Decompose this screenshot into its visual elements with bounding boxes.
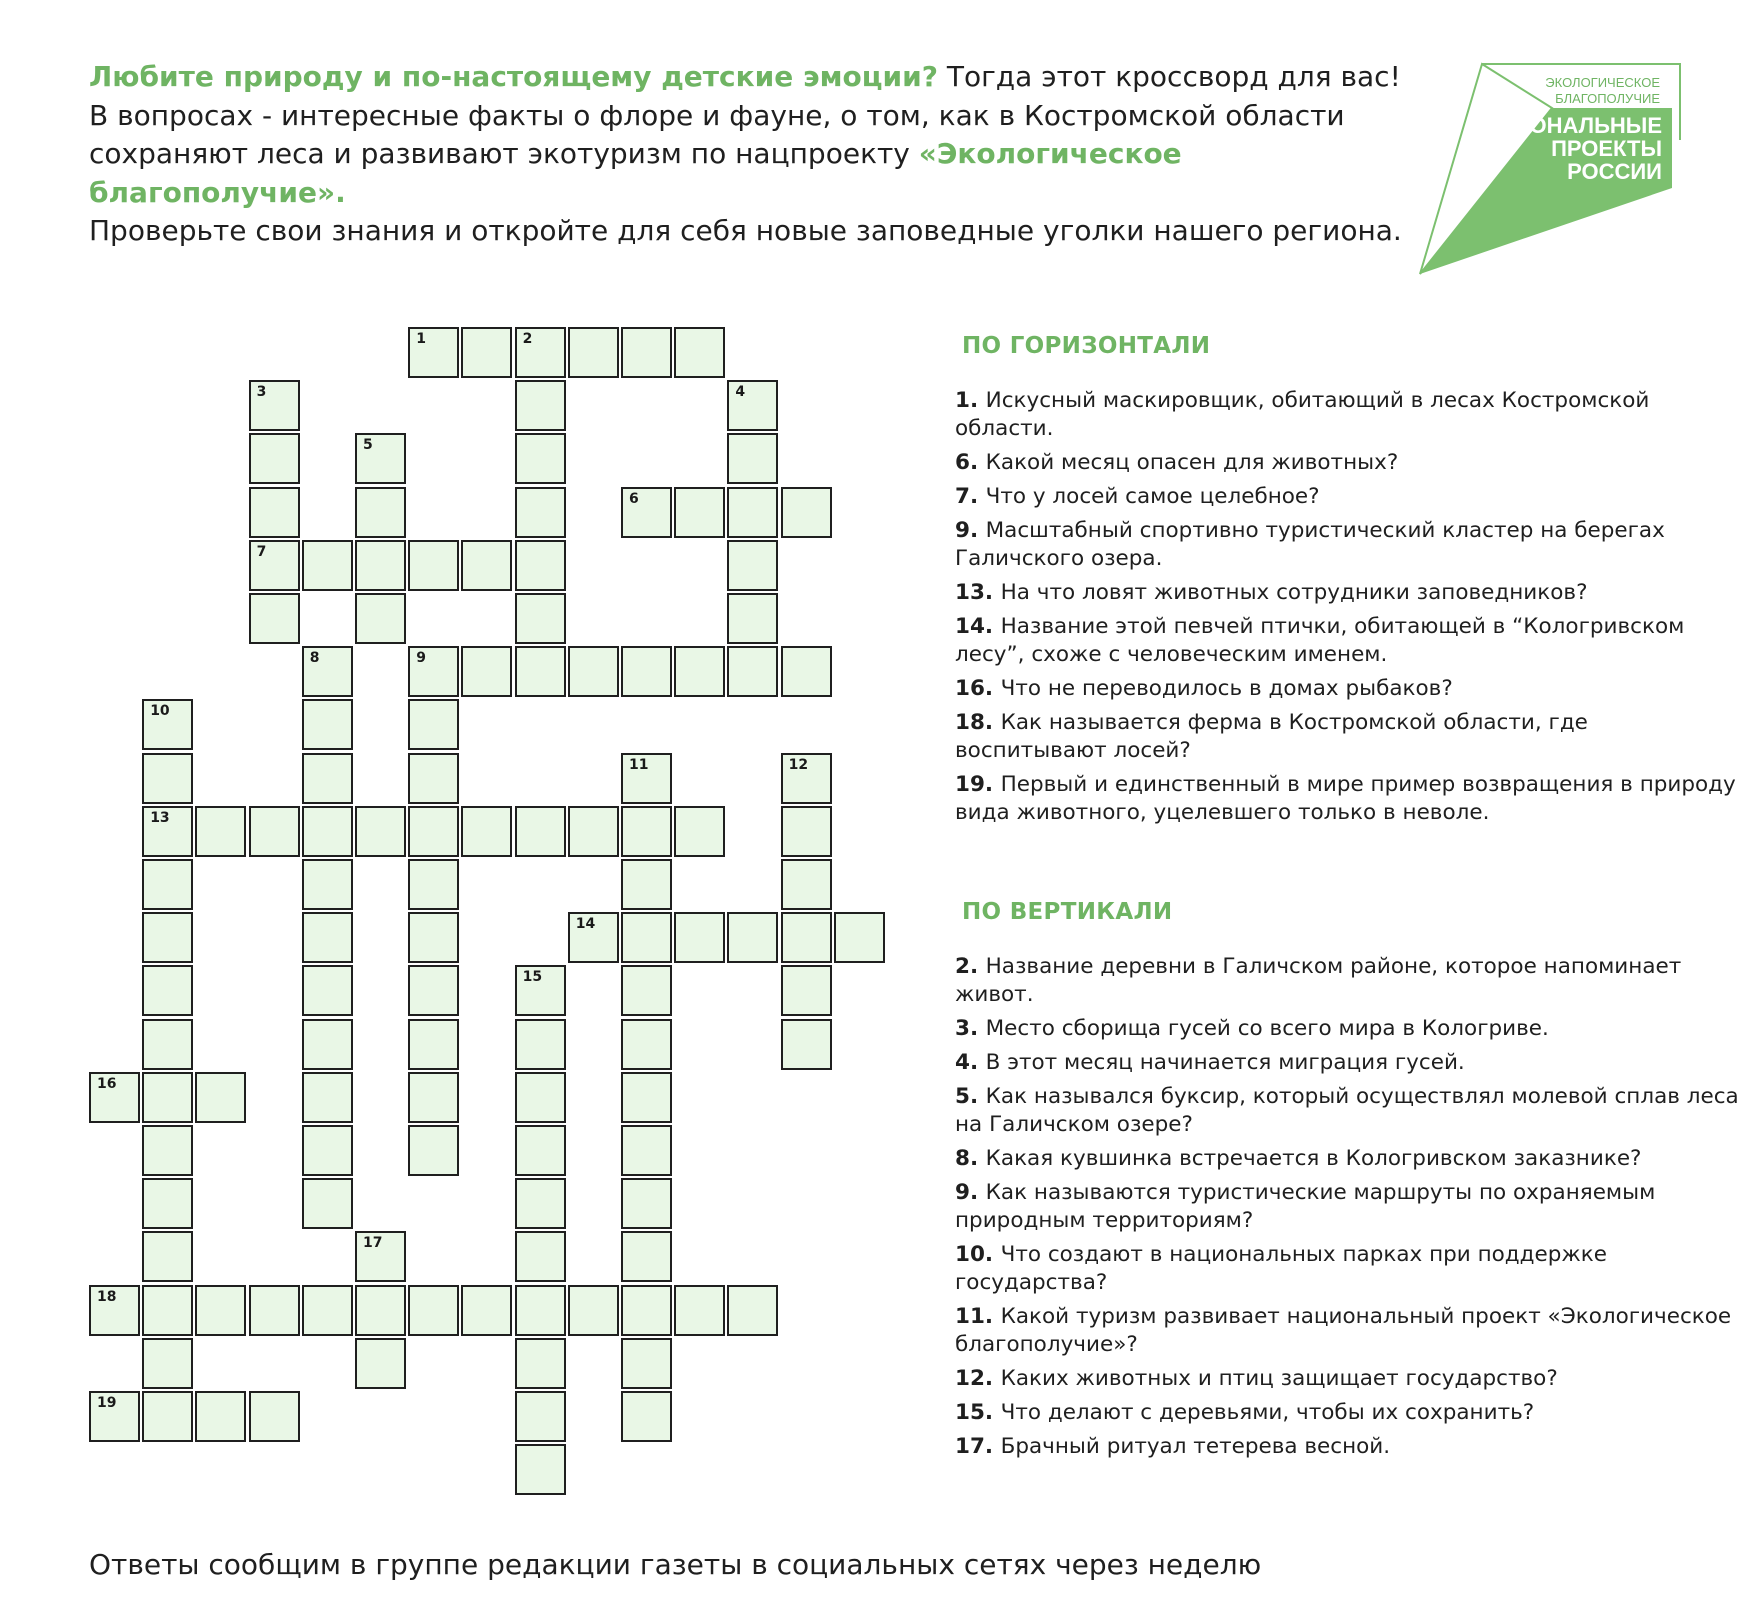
across-clues (955, 387, 1745, 833)
clue-item-text: Что создают в национальных парках при поддержке государства? (955, 1242, 1607, 1295)
clue-number: 4 (735, 384, 746, 401)
crossword-cell[interactable] (302, 1178, 353, 1229)
crossword-cell[interactable] (781, 753, 832, 804)
clue-number: 17 (363, 1235, 383, 1252)
clue-item-text: Как называется ферма в Костромской области, где воспитывают лосей? (955, 710, 1588, 763)
crossword-cell[interactable] (408, 806, 459, 857)
crossword-cell[interactable] (515, 540, 566, 591)
crossword-cell[interactable] (515, 1391, 566, 1442)
clue-item (955, 1303, 1745, 1359)
clue-item-text: Как назывался буксир, который осуществлял молевой сплав леса на Галичском озере? (955, 1084, 1739, 1137)
clue-item (955, 1433, 1745, 1461)
clue-item (955, 387, 1745, 443)
crossword-cell[interactable] (302, 540, 353, 591)
crossword-cell[interactable] (727, 1285, 778, 1336)
crossword-cell[interactable] (142, 1391, 193, 1442)
clue-item-number: 11. (955, 1304, 1001, 1329)
clue-number: 18 (97, 1288, 117, 1305)
clue-item (955, 483, 1745, 511)
clue-number: 19 (97, 1395, 117, 1411)
crossword-cell[interactable] (568, 646, 619, 697)
crossword-cell[interactable] (302, 912, 353, 963)
logo-main-line2: ПРОЕКТЫ (1551, 136, 1662, 161)
crossword-cell[interactable] (142, 1285, 193, 1336)
crossword-cell[interactable] (781, 965, 832, 1016)
clue-item-number: 2. (955, 954, 986, 979)
crossword-cell[interactable] (355, 1231, 406, 1282)
crossword-cell[interactable] (302, 1285, 353, 1336)
crossword-cell[interactable] (355, 1285, 406, 1336)
crossword-cell[interactable] (408, 327, 459, 378)
clue-item (955, 1399, 1745, 1427)
clue-item (955, 1241, 1745, 1297)
crossword-cell[interactable] (142, 1231, 193, 1282)
clue-number: 12 (788, 756, 809, 773)
crossword-cell[interactable] (89, 1391, 140, 1442)
clue-item-text: На что ловят животных сотрудники заповедников? (1000, 580, 1588, 605)
clue-number: 11 (629, 756, 649, 773)
crossword-cell[interactable] (781, 806, 832, 857)
clue-item-text: Брачный ритуал тетерева весной. (1000, 1434, 1391, 1459)
crossword-cell[interactable] (302, 965, 353, 1016)
clue-item (955, 1145, 1745, 1173)
clue-item (955, 579, 1745, 607)
crossword-cell[interactable] (781, 487, 832, 538)
intro-text (89, 58, 1429, 251)
clue-item-text: Как называются туристические маршруты по охраняемым природным территориям? (955, 1180, 1656, 1233)
crossword-cell[interactable] (195, 1391, 246, 1442)
crossword-cell[interactable] (515, 1019, 566, 1070)
crossword-cell[interactable] (142, 806, 193, 857)
clue-item (955, 1015, 1745, 1043)
clue-item (955, 1365, 1745, 1393)
crossword-cell[interactable] (302, 1125, 353, 1176)
crossword-cell[interactable] (461, 806, 512, 857)
intro-line3: Проверьте свои знания и откройте для себя новые заповедные уголки нашего региона. (89, 214, 1402, 247)
clue-item-number: 18. (955, 710, 1001, 735)
national-projects-logo (1410, 58, 1690, 278)
crossword-cell[interactable] (408, 1285, 459, 1336)
clue-number: 7 (256, 543, 267, 560)
clue-item (955, 1083, 1745, 1139)
crossword-cell[interactable] (727, 380, 778, 431)
crossword-cell[interactable] (727, 912, 778, 963)
crossword-cell[interactable] (781, 912, 832, 963)
crossword-cell[interactable] (142, 1072, 193, 1123)
logo-main-line3: РОССИИ (1567, 159, 1662, 184)
clue-item-text: Какая кувшинка встречается в Кологривском заказнике? (985, 1146, 1642, 1171)
clue-number: 1 (416, 331, 426, 347)
crossword-cell[interactable] (142, 1178, 193, 1229)
crossword-cell[interactable] (355, 806, 406, 857)
crossword-cell[interactable] (195, 806, 246, 857)
crossword-cell[interactable] (674, 487, 725, 538)
crossword-cell[interactable] (408, 1125, 459, 1176)
crossword-cell[interactable] (674, 806, 725, 857)
crossword-cell[interactable] (142, 753, 193, 804)
clue-number: 5 (363, 437, 373, 454)
crossword-cell[interactable] (781, 646, 832, 697)
crossword-cell[interactable] (302, 806, 353, 857)
crossword-cell[interactable] (621, 965, 672, 1016)
clue-item-number: 13. (955, 580, 1001, 605)
crossword-cell[interactable] (408, 753, 459, 804)
clue-item-number: 8. (955, 1146, 986, 1171)
clue-item-text: Какой туризм развивает национальный проект «Экологическое благополучие»? (955, 1304, 1732, 1357)
crossword-cell[interactable] (727, 593, 778, 644)
crossword-cell[interactable] (621, 1231, 672, 1282)
crossword-cell[interactable] (302, 753, 353, 804)
crossword-cell[interactable] (302, 699, 353, 750)
crossword-cell[interactable] (515, 646, 566, 697)
clue-item-text: Искусный маскировщик, обитающий в лесах Костромской области. (955, 388, 1650, 441)
crossword-cell[interactable] (674, 646, 725, 697)
crossword-cell[interactable] (568, 1285, 619, 1336)
crossword-cell[interactable] (142, 1338, 193, 1389)
clue-item-number: 3. (955, 1016, 986, 1041)
crossword-cell[interactable] (195, 1072, 246, 1123)
crossword-cell[interactable] (249, 540, 300, 591)
crossword-cell[interactable] (621, 806, 672, 857)
logo-main-line1: НАЦИОНАЛЬНЫЕ (1465, 113, 1662, 138)
clue-number: 3 (256, 384, 267, 401)
intro-project: «Экологическое благополучие». (89, 137, 1182, 209)
crossword-cell[interactable] (249, 1285, 300, 1336)
intro-lead-rest: Тогда этот кроссворд для вас! (937, 60, 1401, 93)
crossword-cell[interactable] (515, 380, 566, 431)
crossword-cell[interactable] (515, 487, 566, 538)
clue-item-number: 16. (955, 676, 1001, 701)
crossword-cell[interactable] (408, 699, 459, 750)
crossword-cell[interactable] (621, 1178, 672, 1229)
clue-item (955, 709, 1745, 765)
crossword-cell[interactable] (727, 646, 778, 697)
crossword-cell[interactable] (568, 806, 619, 857)
clue-number: 6 (629, 490, 639, 507)
crossword-cell[interactable] (355, 593, 406, 644)
clue-item-number: 6. (955, 450, 986, 475)
crossword-cell[interactable] (568, 327, 619, 378)
crossword-cell[interactable] (142, 912, 193, 963)
clue-number: 14 (575, 916, 596, 933)
crossword-cell[interactable] (408, 912, 459, 963)
crossword-cell[interactable] (355, 433, 406, 484)
clue-item-number: 12. (955, 1366, 1001, 1391)
crossword-cell[interactable] (621, 1338, 672, 1389)
crossword-cell[interactable] (142, 1125, 193, 1176)
intro-lead: Любите природу и по-настоящему детские эмоции? (89, 60, 938, 93)
crossword-cell[interactable] (461, 327, 512, 378)
crossword-cell[interactable] (408, 540, 459, 591)
crossword-cell[interactable] (781, 859, 832, 910)
crossword-cell[interactable] (461, 540, 512, 591)
clue-item-text: Первый и единственный в мире пример возвращения в природу вида животного, уцелевшего только в неволе. (955, 772, 1736, 825)
footer-note: Ответы сообщим в группе редакции газеты в социальных сетях через неделю (89, 1548, 1262, 1581)
crossword-cell[interactable] (195, 1285, 246, 1336)
crossword-cell[interactable] (727, 540, 778, 591)
crossword-cell[interactable] (515, 1125, 566, 1176)
down-title: ПО ВЕРТИКАЛИ (962, 899, 1173, 925)
crossword-cell[interactable] (515, 1285, 566, 1336)
clue-item-text: Что делают с деревьями, чтобы их сохранить? (1000, 1400, 1535, 1425)
clue-item-number: 9. (955, 518, 986, 543)
clue-item (955, 675, 1745, 703)
crossword-cell[interactable] (621, 1391, 672, 1442)
clue-item (955, 1049, 1745, 1077)
crossword-cell[interactable] (302, 1072, 353, 1123)
crossword-cell[interactable] (621, 912, 672, 963)
clue-item-text: Место сборища гусей со всего мира в Кологриве. (985, 1016, 1549, 1041)
clue-item (955, 771, 1745, 827)
clue-item-number: 5. (955, 1084, 986, 1109)
crossword-cell[interactable] (515, 327, 566, 378)
crossword-cell[interactable] (461, 646, 512, 697)
clue-item-number: 9. (955, 1180, 986, 1205)
crossword-cell[interactable] (621, 1125, 672, 1176)
crossword-cell[interactable] (515, 593, 566, 644)
clue-item-number: 10. (955, 1242, 1001, 1267)
clue-item-number: 7. (955, 484, 986, 509)
crossword-cell[interactable] (568, 912, 619, 963)
clue-item (955, 1179, 1745, 1235)
clue-number: 10 (150, 703, 170, 720)
clue-number: 8 (309, 650, 320, 667)
crossword-cell[interactable] (515, 1072, 566, 1123)
clue-item-number: 1. (955, 388, 986, 413)
crossword-cell[interactable] (249, 593, 300, 644)
clue-item-number: 4. (955, 1050, 986, 1075)
crossword-cell[interactable] (727, 487, 778, 538)
crossword-cell[interactable] (515, 806, 566, 857)
crossword-cell[interactable] (408, 646, 459, 697)
crossword-cell[interactable] (89, 1072, 140, 1123)
crossword-cell[interactable] (674, 912, 725, 963)
clue-number: 15 (522, 969, 543, 986)
crossword-cell[interactable] (89, 1285, 140, 1336)
crossword-cell[interactable] (515, 433, 566, 484)
crossword-cell[interactable] (249, 806, 300, 857)
crossword-cell[interactable] (515, 1338, 566, 1389)
crossword-cell[interactable] (674, 327, 725, 378)
clue-item (955, 953, 1745, 1009)
logo-top-line1: ЭКОЛОГИЧЕСКОЕ (1545, 75, 1660, 90)
crossword-cell[interactable] (621, 859, 672, 910)
crossword-cell[interactable] (621, 1019, 672, 1070)
crossword-cell[interactable] (834, 912, 885, 963)
clue-number: 2 (522, 331, 533, 347)
clue-item-number: 17. (955, 1434, 1001, 1459)
clue-item-text: Что у лосей самое целебное? (985, 484, 1320, 509)
crossword-cell[interactable] (515, 1178, 566, 1229)
crossword-cell[interactable] (408, 859, 459, 910)
clue-item-text: В этот месяц начинается миграция гусей. (985, 1050, 1465, 1075)
down-clues (955, 953, 1745, 1467)
crossword-cell[interactable] (142, 965, 193, 1016)
crossword-cell[interactable] (408, 1019, 459, 1070)
clue-item-text: Что не переводилось в домах рыбаков? (1000, 676, 1453, 701)
crossword-cell[interactable] (302, 859, 353, 910)
clue-number: 16 (97, 1075, 117, 1092)
clue-item (955, 613, 1745, 669)
crossword-cell[interactable] (621, 1285, 672, 1336)
crossword-cell[interactable] (355, 487, 406, 538)
crossword-cell[interactable] (249, 433, 300, 484)
crossword-cell[interactable] (302, 646, 353, 697)
across-title: ПО ГОРИЗОНТАЛИ (962, 333, 1211, 359)
clue-number: 13 (150, 809, 170, 826)
crossword-cell[interactable] (621, 753, 672, 804)
crossword-cell[interactable] (515, 965, 566, 1016)
crossword-cell[interactable] (781, 1019, 832, 1070)
clue-item-number: 14. (955, 614, 1001, 639)
clue-number: 9 (416, 650, 426, 667)
clue-item-text: Масштабный спортивно туристический кластер на берегах Галичского озера. (955, 518, 1665, 571)
clue-item-text: Какой месяц опасен для животных? (985, 450, 1399, 475)
crossword-cell[interactable] (674, 1285, 725, 1336)
crossword-cell[interactable] (249, 1391, 300, 1442)
crossword-cell[interactable] (621, 487, 672, 538)
crossword-cell[interactable] (142, 699, 193, 750)
clue-item-text: Название деревни в Галичском районе, которое напоминает живот. (955, 954, 1682, 1007)
crossword-cell[interactable] (142, 859, 193, 910)
clue-item-text: Название этой певчей птички, обитающей в “Кологривском лесу”, схоже с человеческим именем. (955, 614, 1685, 667)
crossword-cell[interactable] (408, 965, 459, 1016)
crossword-cell[interactable] (249, 487, 300, 538)
crossword-cell[interactable] (355, 540, 406, 591)
clue-item (955, 449, 1745, 477)
crossword-cell[interactable] (515, 1231, 566, 1282)
crossword-cell[interactable] (727, 433, 778, 484)
crossword-cell[interactable] (142, 1019, 193, 1070)
intro-line2: В вопросах - интересные факты о флоре и фауне, о том, как в Костромской области сохраняют леса и развивают экотуризм по нацпроекту (89, 98, 1345, 170)
crossword-cell[interactable] (355, 1338, 406, 1389)
clue-item-number: 15. (955, 1400, 1001, 1425)
crossword-cell[interactable] (621, 646, 672, 697)
crossword-cell[interactable] (621, 327, 672, 378)
crossword-cell[interactable] (249, 380, 300, 431)
clue-item-number: 19. (955, 772, 1001, 797)
crossword-cell[interactable] (461, 1285, 512, 1336)
crossword-cell[interactable] (408, 1072, 459, 1123)
clue-item (955, 517, 1745, 573)
crossword-cell[interactable] (302, 1019, 353, 1070)
clue-item-text: Каких животных и птиц защищает государство? (1000, 1366, 1558, 1391)
crossword-cell[interactable] (621, 1072, 672, 1123)
logo-top-line2: БЛАГОПОЛУЧИЕ (1555, 91, 1660, 106)
crossword-cell[interactable] (515, 1444, 566, 1495)
